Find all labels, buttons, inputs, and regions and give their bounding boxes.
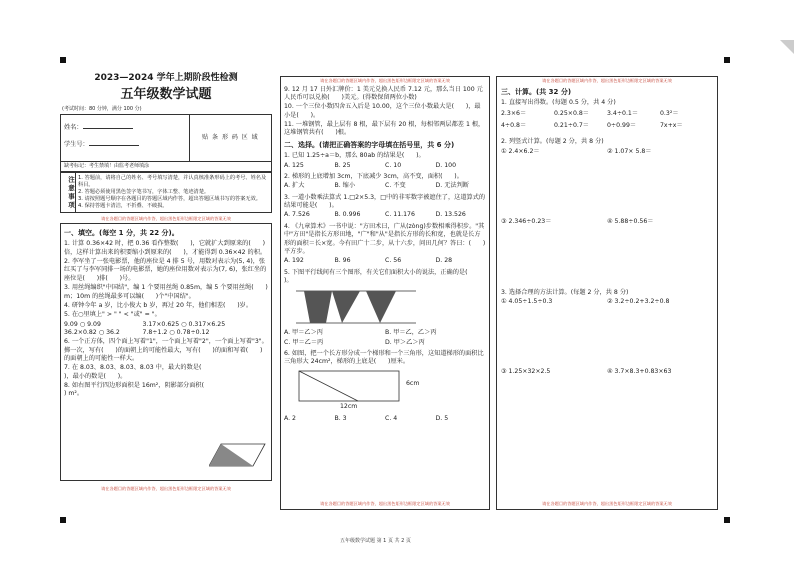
column-right [496,76,718,510]
answer-area-notice: 请在各题目的答题区域内作答，超出黑色矩形边框限定区域的答案无效 [320,501,450,507]
section-fill-blanks [60,223,272,481]
notes-box [61,172,271,212]
compare-row [64,321,268,329]
question: 8. 如右图平行四边形面积是 16m²，阴影部分面积( ) m²。 [64,382,216,398]
parallel-lines-figure [296,287,416,327]
vertical-calc-item: ② 1.07× 5.8＝ [607,147,652,155]
registration-mark [724,57,730,63]
question: 7. 在 8.03、8.03、8.03、8.03 中，最大的数是( )，最小的数是( )。 [64,364,214,380]
mental-math-item: 7x+x＝ [660,121,683,129]
question: 4. 研钟今年 a 岁，比小俊大 b 岁，再过 20 年，他们相差( )岁。 [64,301,253,309]
name-field[interactable] [83,128,133,129]
answer-area-notice: 请在各题目的答题区域内作答，超出黑色矩形边框限定区域的答案无效 [320,78,450,83]
options [284,257,486,265]
option: C. 11.176 [385,211,415,219]
time-info: (考试时间：80 分钟，满分 100 分) [62,105,142,112]
mental-math-item: 2.3×6＝ [501,110,527,118]
option: D. 无法判断 [435,182,469,190]
compare-item: 36.2×0.82 ○ 36.2 [64,328,120,336]
vertical-calc-item: ③ 2.346÷0.23＝ [501,217,552,225]
vertical-calc-item: ① 2.4×6.2＝ [501,147,540,155]
option: B. 3 [334,414,347,422]
registration-mark [724,517,730,523]
vertical-calc-item: ④ 5.88÷0.56＝ [607,217,654,225]
option: D. 13.526 [435,211,466,219]
question: 10. 一个三位小数四舍五入后是 10.00，这个三位小数最大是( )，最小是( )。 [284,103,481,119]
student-info [61,115,271,162]
compare-row [64,329,268,337]
compare-item: 7.8÷1.2 ○ 0.78÷0.12 [142,328,210,336]
question: 3. 用丝绳编织"中国结"，编 1 个要用丝绳 0.85m，编 5 个要用丝绳( ) m；10m 的丝绳最多可以编( )个"中国结"。 [64,284,270,300]
mental-math-row [501,110,713,118]
question: 6. 如图，把一个长方形分成一个梯形和一个三角形，这知道梯形的面积比三角形大 24cm²，梯形的上底是( )厘米。 [284,350,484,366]
mental-math-item: 0÷0.99＝ [607,121,637,129]
options [284,415,486,423]
name-label: 姓名： [64,124,83,132]
answer-area-notice: 请在各题目的答题区域内作答，超出黑色矩形边框限定区域的答案无效 [542,78,672,83]
method-calc-item: ④ 3.7×8.3+0.83×63 [607,367,672,375]
question: 6. 一个正方体，四个面上写着"1"，一个面上写着"2"，一个面上写着"3"。掷一次，写有( )的面朝上的可能性最大，写有( )的面和写着( )的面朝上的可能性一样大。 [64,338,268,363]
note-item: 3. 请按照题号顺序在各题目的答题区域内作答，超出答题区域书写的答案无效。 [78,196,261,203]
student-info-fields [61,115,190,161]
answer-area-notice: 请在各题目的答题区域内作答，超出黑色矩形边框限定区域的答案无效 [101,485,231,491]
note-item: 2. 答题必须使用黑色签字笔书写，字体工整、笔迹清楚。 [78,189,210,196]
barcode-area: 贴 条 形 码 区 域 [202,134,259,142]
header-box [60,114,272,213]
options [284,211,486,219]
option: C. 4 [385,414,398,422]
exam-title: 2023—2024 学年上期阶段性检测 [94,73,238,83]
mental-math-row [501,122,713,130]
options [284,162,486,170]
question: 9. 12 月 17 日外汇牌价：1 美元兑换人民币 7.12 元，那么当日 100 元人民币可以兑换( )美元。(得数保留两位小数) [284,85,483,102]
vertical-calc-row [501,218,713,288]
page-footer: 五年级数学试题 第 1 页 共 2 页 [340,538,411,544]
section-title: 二、选择。(请把正确答案的字母填在括号里，共 6 分) [284,140,455,149]
option: A. 7.526 [284,211,310,219]
mental-math-item: 4÷0.8＝ [501,121,527,129]
option: A. 125 [284,161,304,169]
option: A. 扩大 [284,182,305,190]
method-calc-item: ② 3.2÷0.2+3.2÷0.8 [607,297,670,305]
option: C. 10 [385,161,402,169]
question: 4. 《九章算术》一书中说："方田术曰，广从(zòng)步数相乘得积步。"其中"方田"是指长方形田地，"广"和"从"是指长方形的长和宽，也就是长方形的面积＝长×宽。今有田广十二步，从十六步，问田几何？答曰：( )平方步。 [284,222,486,255]
compare-item: 9.09 ○ 9.09 [64,320,101,328]
registration-mark [60,57,66,63]
question: 5. 在○里填上" > " " < "或" = "。 [64,311,161,319]
question: 1. 已知 1.25÷a＝b，那么 80ab 的结果是( )。 [284,152,425,160]
question: 2. 梯形的上底增加 3cm，下底减少 3cm，高不变，面积( )。 [284,172,463,180]
option: A. 甲＝乙＞丙 [284,329,323,337]
option: D. 5 [435,414,449,422]
option: B. 0.996 [334,211,361,219]
mental-math-item: 3.4÷0.1＝ [607,110,639,118]
number-field[interactable] [89,145,139,146]
option: D. 甲＞乙＞丙 [385,338,425,346]
subject-title: 五年级数学试题 [120,87,212,103]
options [284,182,486,190]
option: B. 96 [334,257,351,265]
option: A. 2 [284,414,296,422]
option: D. 28 [435,257,453,265]
option: B. 25 [334,161,351,169]
options [284,339,486,347]
question: 11. 一堆钢管，最上层有 8 根，最下层有 20 根，每相邻两层都差 1 根，这堆钢管共有( )根。 [284,121,485,137]
vertical-calc-row [501,148,713,218]
rectangle-figure-wrap [284,368,486,414]
subsection-title: 3. 选择合理的方法计算。(每题 2 分，共 8 分) [501,288,629,296]
notes-list [76,173,271,212]
answer-area-notice: 请在各题目的答题区域内作答，超出黑色矩形边框限定区域的答案无效 [101,216,231,222]
option: D. 100 [435,161,457,169]
number-label: 学生号： [64,140,89,148]
section-title: 三、计算。(共 32 分) [501,87,572,96]
section-title: 一、填空。(每空 1 分，共 22 分)。 [64,228,179,237]
figure-height-label: 6cm [406,379,420,387]
compare-item: 3.17×0.625 ○ 0.317×6.25 [142,320,226,328]
note-item: 4. 保持答题卡清洁，不折叠、不破损。 [78,203,168,210]
option: C. 不变 [385,182,406,190]
note-item: 1. 答题前，请将自己的姓名、考号填写清楚，并认真核准条形码上的考号、姓名及科目。 [78,175,267,189]
option: C. 56 [385,257,402,265]
option: B. 缩小 [334,182,356,190]
option: A. 192 [284,257,304,265]
rectangle-figure [298,370,418,408]
question: 2. 李军坐了一张电影票，他的座位是 4 排 5 号，用数对表示为(5, 4)，张红买了与李军同排一场的电影票，她的座位用数对表示为(7, 6)，张红坐的座位是( )排( )号。 [64,258,267,282]
column-left [60,70,272,512]
column-middle [280,76,490,510]
registration-mark [60,517,66,523]
figure-width-label: 12cm [340,402,358,410]
option: B. 甲＝乙，乙＞丙 [385,329,437,337]
parallelogram-figure [209,442,267,468]
method-calc-row [501,298,713,368]
page-curl [780,40,794,54]
subsection-title: 2. 列竖式计算。(每题 2 分，共 8 分) [501,138,604,146]
mental-math-item: 0.25×0.8＝ [554,110,589,118]
question: 1. 计算 0.36×42 时，把 0.36 看作整数( )，它就扩大到原来的( )倍，这样计算出来的积要缩小到原来的( )，才能得到 0.36×42 的积。 [64,240,267,256]
option: C. 甲＝乙＝丙 [284,338,324,346]
absent-mark: 缺考标记：考生禁填！由监考老师填涂 [61,162,271,172]
mental-math-item: 0.3²＝ [660,110,679,118]
options [284,329,486,337]
subsection-title: 1. 直接写出得数。(每题 0.5 分，共 4 分) [501,99,616,107]
question: 5. 下图平行线间有三个图形，有关它们面积大小的说法，正确的是( )。 [284,268,480,284]
method-calc-item: ③ 1.25×32×2.5 [501,367,551,375]
mental-math-item: 0.21÷0.7＝ [554,121,589,129]
question: 3. 一道小数乘法算式 1.□2×5.3，□中的非零数字被遮住了，这道算式的结果可能是( )。 [284,193,486,210]
method-calc-row [501,368,713,438]
notes-heading: 注意事项 [61,173,76,212]
answer-area-notice: 请在各题目的答题区域内作答，超出黑色矩形边框限定区域的答案无效 [542,501,672,507]
method-calc-item: ① 4.05÷1.5÷0.3 [501,297,553,305]
